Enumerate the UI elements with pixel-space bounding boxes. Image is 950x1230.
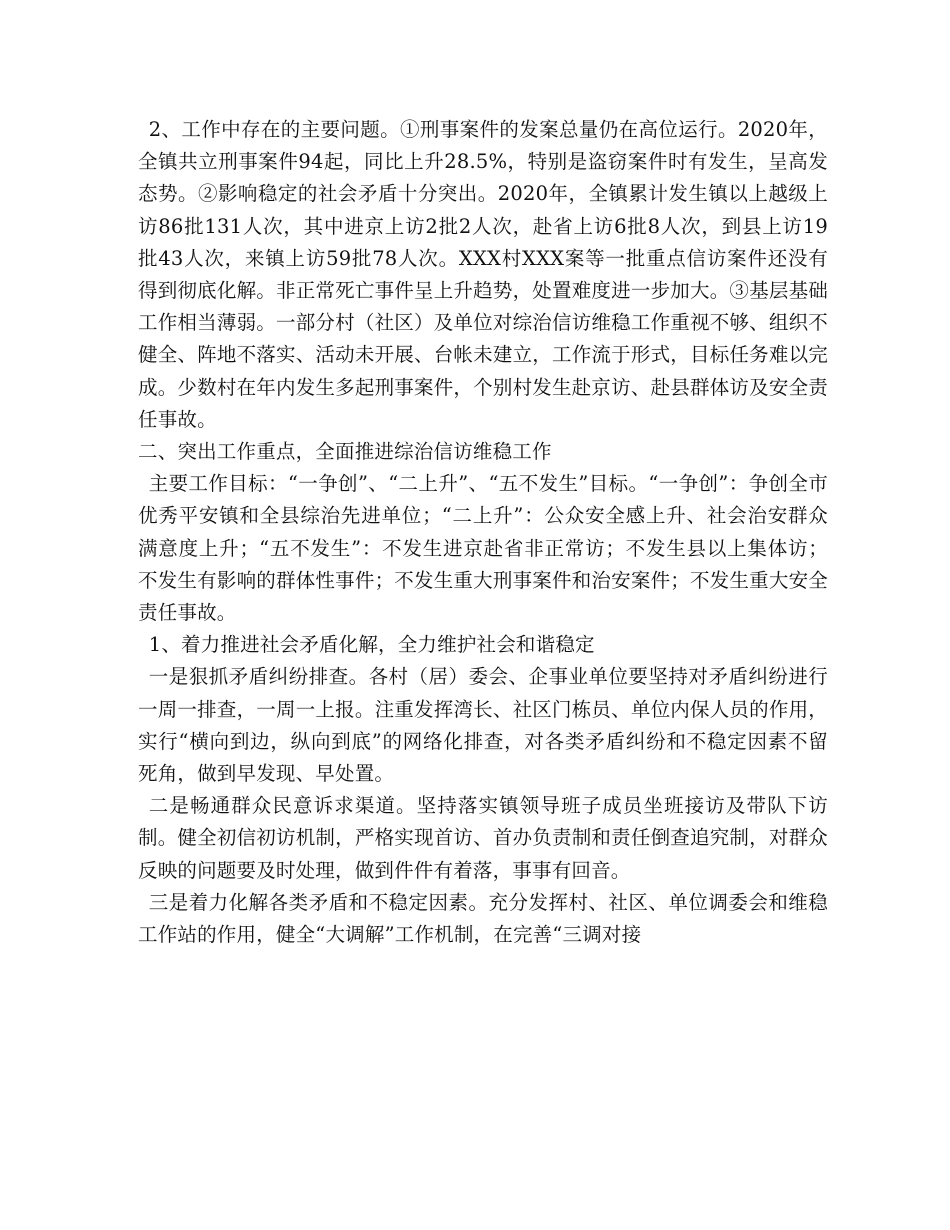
paragraph-main-problems: 2、工作中存在的主要问题。①刑事案件的发案总量仍在高位运行。2020年，全镇共立刑事案件94起，同比上升28.5%，特别是盗窃案件时有发生，呈高发态势。②影响稳定的社会矛盾十分突出。2020年，全镇累计发生镇以上越级上访86批131人次，其中进京上访2批2人次，赴省上访6批8人次，到县上访19批43人次，来镇上访59批78人次。XXX村XXX案等一批重点信访案件还没有得到彻底化解。非正常死亡事件呈上升趋势，处置难度进一步加大。③基层基础工作相当薄弱。一部分村（社区）及单位对综治信访维稳工作重视不够、组织不健全、阵地不落实、活动未开展、台帐未建立，工作流于形式，目标任务难以完成。少数村在年内发生多起刑事案件，个别村发生赴京访、赴县群体访及安全责任事故。 <box>138 118 828 431</box>
paragraph-petition-channels: 二是畅通群众民意诉求渠道。坚持落实镇领导班子成员坐班接访及带队下访制。健全初信初访机制，严格实现首访、首办负责制和责任倒查追究制，对群众反映的问题要及时处理，做到件件有着落，事事有回音。 <box>138 794 828 882</box>
paragraph-dispute-screening: 一是狠抓矛盾纠纷排查。各村（居）委会、企事业单位要坚持对矛盾纠纷进行一周一排查，一周一上报。注重发挥湾长、社区门栋员、单位内保人员的作用，实行“横向到边，纵向到底”的网络化排查，对各类矛盾纠纷和不稳定因素不留死角，做到早发现、早处置。 <box>138 665 828 786</box>
document-body <box>138 114 828 951</box>
paragraph-work-goals: 主要工作目标：“一争创”、“二上升”、“五不发生”目标。“一争创”：争创全市优秀平安镇和全县综治先进单位；“二上升”：公众安全感上升、社会治安群众满意度上升；“五不发生”：不发生进京赴省非正常访；不发生县以上集体访；不发生有影响的群体性事件；不发生重大刑事案件和治安案件；不发生重大安全责任事故。 <box>138 472 828 625</box>
paragraph-resolve-conflicts: 三是着力化解各类矛盾和不稳定因素。充分发挥村、社区、单位调委会和维稳工作站的作用，健全“大调解”工作机制，在完善“三调对接 <box>138 890 828 947</box>
subsection-heading-1: 1、着力推进社会矛盾化解，全力维护社会和谐稳定 <box>148 633 595 657</box>
section-heading-2: 二、突出工作重点，全面推进综治信访维稳工作 <box>138 440 552 464</box>
